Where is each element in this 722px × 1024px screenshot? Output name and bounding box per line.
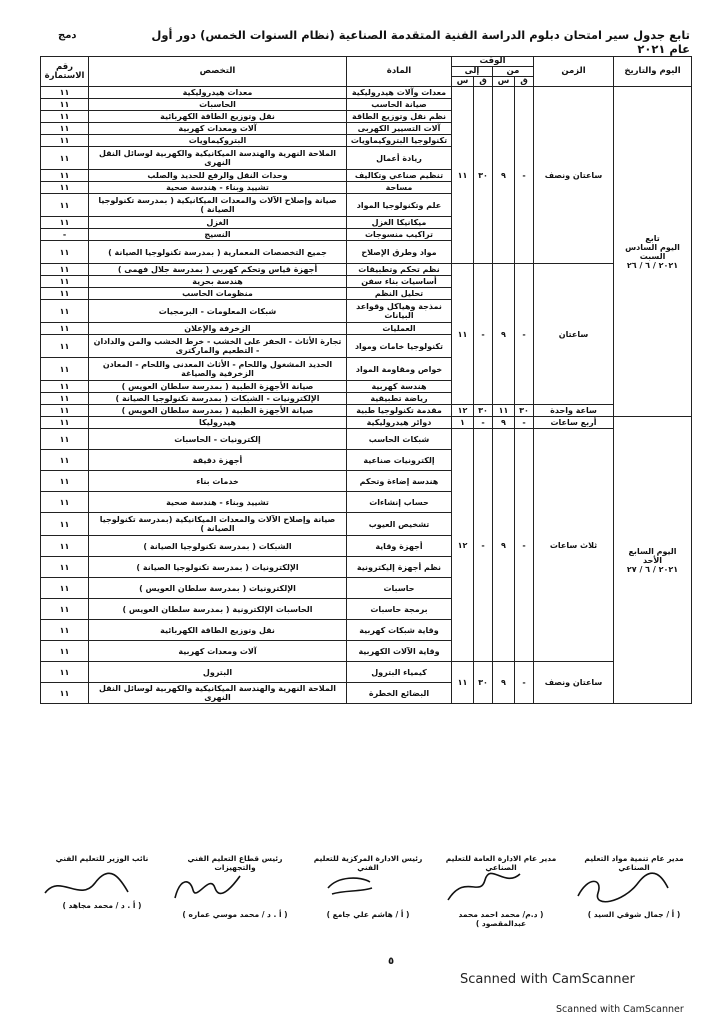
form-no-cell: ١١: [41, 182, 89, 194]
subject-cell: معدات وآلات هيدروليكية: [347, 87, 452, 99]
to-s-cell: ١١: [452, 662, 474, 704]
spec-cell: صيانة وإصلاح الآلات والمعدات الميكانيكية ( بمدرسة تكنولوجيا الصيانة ): [89, 194, 347, 217]
subject-cell: نظم تحكم وتطبيقات: [347, 264, 452, 276]
from-s-cell: ٩: [493, 662, 515, 704]
spec-cell: تجارة الأثاث - الحفر على الخشب - خرط الخشب والمن والدادان - التطعيم والماركترى: [89, 335, 347, 358]
to-q-cell: -: [474, 264, 493, 405]
signature-title: مدير عام تنمية مواد التعليم الصناعي: [584, 854, 684, 872]
form-no-cell: ١١: [41, 417, 89, 429]
schedule-table: [40, 56, 692, 704]
header-time: الوقت: [452, 57, 534, 67]
spec-cell: نقل وتوزيع الطاقة الكهربائية: [89, 111, 347, 123]
form-no-cell: ١١: [41, 620, 89, 641]
to-q-cell: ٣٠: [474, 662, 493, 704]
form-no-cell: ١١: [41, 276, 89, 288]
header-from-s: س: [493, 77, 515, 87]
header-to: إلى: [452, 67, 493, 77]
subject-cell: آلات التسيير الكهربى: [347, 123, 452, 135]
form-no-cell: ١١: [41, 123, 89, 135]
spec-cell: الإلكترونيات ( بمدرسة تكنولوجيا الصيانة ): [89, 557, 347, 578]
spec-cell: هيدروليكا: [89, 417, 347, 429]
header-day: اليوم والتاريخ: [614, 57, 692, 87]
signature-name: ( أ / هاشم علي جامع ): [326, 910, 410, 919]
form-no-cell: ١١: [41, 194, 89, 217]
from-q-cell: -: [515, 87, 534, 264]
spec-cell: الإلكترونيات ( بمدرسة سلطان العويس ): [89, 578, 347, 599]
spec-cell: هندسة بحرية: [89, 276, 347, 288]
subject-cell: تكنولوجيا خامات ومواد: [347, 335, 452, 358]
subject-cell: تنظيم صناعي وتكاليف: [347, 170, 452, 182]
spec-cell: معدات هيدروليكية: [89, 87, 347, 99]
from-q-cell: -: [515, 417, 534, 429]
spec-cell: أجهزة دقيقة: [89, 450, 347, 471]
to-s-cell: ١٢: [452, 405, 474, 417]
subject-cell: تشخيص العيوب: [347, 513, 452, 536]
duration-cell: ساعتان ونصف: [534, 87, 614, 264]
subject-cell: مقدمة تكنولوجيا طبية: [347, 405, 452, 417]
subject-cell: نظم أجهزة إليكترونية: [347, 557, 452, 578]
scanner-watermark: Scanned with CamScanner: [460, 972, 635, 987]
spec-cell: الحاسبات الإلكترونية ( بمدرسة سلطان العويس ): [89, 599, 347, 620]
to-q-cell: -: [474, 429, 493, 662]
form-no-cell: ١١: [41, 87, 89, 99]
day2-date: ٢٠٢١ / ٦ / ٢٧: [626, 564, 679, 574]
signature-title: نائب الوزير للتعليم الفني: [55, 854, 149, 863]
duration-cell: ثلاث ساعات: [534, 429, 614, 662]
spec-cell: صيانة الأجهزة الطبية ( بمدرسة سلطان العويس ): [89, 381, 347, 393]
day1-line2: اليوم السادس: [625, 242, 680, 252]
form-no-cell: ١١: [41, 513, 89, 536]
subject-cell: رياضة تطبيقية: [347, 393, 452, 405]
header-subject: المادة: [347, 57, 452, 87]
subject-cell: حساب إنشاءات: [347, 492, 452, 513]
from-s-cell: ١١: [493, 405, 515, 417]
duration-cell: أربع ساعات: [534, 417, 614, 429]
duration-cell: ساعتان ونصف: [534, 662, 614, 704]
header-form-number: رقم الاستمارة: [41, 57, 89, 87]
spec-cell: الإلكترونيات - الشبكات ( بمدرسة تكنولوجيا الصيانة ): [89, 393, 347, 405]
signature-title: مدير عام الادارة العامة للتعليم الصناعي: [445, 854, 557, 872]
form-no-cell: ١١: [41, 300, 89, 323]
form-no-cell: ١١: [41, 471, 89, 492]
to-q-cell: ٣٠: [474, 405, 493, 417]
subject-cell: صيانة الحاسب: [347, 99, 452, 111]
from-s-cell: ٩: [493, 417, 515, 429]
form-no-cell: ١١: [41, 358, 89, 381]
duration-cell: ساعة واحدة: [534, 405, 614, 417]
form-no-cell: ١١: [41, 662, 89, 683]
form-no-cell: ١١: [41, 264, 89, 276]
from-s-cell: ٩: [493, 87, 515, 264]
subject-cell: هندسة إضاءة وتحكم: [347, 471, 452, 492]
to-s-cell: ١١: [452, 264, 474, 405]
spec-cell: تشييد وبناء - هندسة صحية: [89, 182, 347, 194]
to-s-cell: ١٢: [452, 429, 474, 662]
spec-cell: خدمات بناء: [89, 471, 347, 492]
form-no-cell: ١١: [41, 381, 89, 393]
signature-name: ( د.م/ محمد احمد محمد عبدالمقصود ): [458, 910, 544, 928]
spec-cell: صيانة الأجهزة الطبية ( بمدرسة سلطان العويس ): [89, 405, 347, 417]
spec-cell: إلكترونيات - الحاسبات: [89, 429, 347, 450]
page-header-title: تابع جدول سير امتحان دبلوم الدراسة الفنية المتقدمة الصناعية (نظام السنوات الخمس) دور أول عام ٢٠٢١: [151, 28, 690, 56]
subject-cell: إلكترونيات صناعية: [347, 450, 452, 471]
signature-title: رئيس قطاع التعليم الفني والتجهيزات: [187, 854, 283, 872]
subject-cell: نمذجة وهياكل وقواعد البيانات: [347, 300, 452, 323]
subject-cell: تكنولوجيا البتروكيماويات: [347, 135, 452, 147]
form-no-cell: ١١: [41, 492, 89, 513]
subject-cell: العمليات: [347, 323, 452, 335]
to-s-cell: ١: [452, 417, 474, 429]
header-specialization: التخصص: [89, 57, 347, 87]
subject-cell: تراكيب منسوجات: [347, 229, 452, 241]
form-no-cell: ١١: [41, 170, 89, 182]
form-no-cell: ١١: [41, 641, 89, 662]
from-q-cell: -: [515, 429, 534, 662]
form-no-cell: ١١: [41, 99, 89, 111]
form-no-cell: ١١: [41, 288, 89, 300]
from-q-cell: -: [515, 264, 534, 405]
form-no-cell: ١١: [41, 450, 89, 471]
form-no-cell: ١١: [41, 335, 89, 358]
form-no-cell: ١١: [41, 557, 89, 578]
handwritten-signature-icon: [165, 868, 245, 908]
form-no-cell: ١١: [41, 429, 89, 450]
spec-cell: البترول: [89, 662, 347, 683]
day-cell-sat: [614, 87, 692, 417]
signature-name: ( أ / جمال شوقي السيد ): [587, 910, 681, 919]
signature-name: ( أ . د / محمد موسي عماره ): [182, 910, 288, 919]
spec-cell: البتروكيماويات: [89, 135, 347, 147]
subject-cell: علم وتكنولوجيا المواد: [347, 194, 452, 217]
form-no-cell: ١١: [41, 217, 89, 229]
subject-cell: البضائع الخطرة: [347, 683, 452, 704]
subject-cell: ميكانيكا الغزل: [347, 217, 452, 229]
spec-cell: نقل وتوزيع الطاقة الكهربائية: [89, 620, 347, 641]
day1-line1: تابع: [645, 233, 660, 243]
subject-cell: دوائر هيدروليكية: [347, 417, 452, 429]
day2-line2: الأحد: [642, 555, 663, 565]
spec-cell: الحاسبات: [89, 99, 347, 111]
header-from-q: ق: [515, 77, 534, 87]
day2-line1: اليوم السابع: [628, 546, 677, 556]
subject-cell: وقاية الآلات الكهربية: [347, 641, 452, 662]
from-s-cell: ٩: [493, 264, 515, 405]
form-no-cell: ١١: [41, 147, 89, 170]
spec-cell: الحديد المشغول واللحام - الأثاث المعدنى واللحام - المعادن الزخرفية والصياغة: [89, 358, 347, 381]
handwritten-signature-icon: [40, 868, 130, 908]
subject-cell: مساحة: [347, 182, 452, 194]
day1-line3: السبت: [639, 251, 666, 261]
handwritten-signature-icon: [320, 868, 380, 908]
handwritten-signature-icon: [440, 868, 530, 908]
header-stamp: دمج: [58, 30, 77, 41]
spec-cell: الملاحة النهرية والهندسة الميكانيكية والكهربية لوسائل النقل النهرى: [89, 683, 347, 704]
page-number: ٥: [388, 956, 395, 967]
spec-cell: النسيج: [89, 229, 347, 241]
day1-date: ٢٠٢١ / ٦ / ٢٦: [626, 260, 679, 270]
spec-cell: منظومات الحاسب: [89, 288, 347, 300]
subject-cell: برمجة حاسبات: [347, 599, 452, 620]
spec-cell: الغزل: [89, 217, 347, 229]
to-q-cell: ٣٠: [474, 87, 493, 264]
subject-cell: وقاية شبكات كهربية: [347, 620, 452, 641]
spec-cell: تشييد وبناء - هندسة صحية: [89, 492, 347, 513]
form-no-cell: ١١: [41, 135, 89, 147]
subject-cell: هندسة كهربية: [347, 381, 452, 393]
form-no-cell: ١١: [41, 323, 89, 335]
form-no-cell: ١١: [41, 536, 89, 557]
from-q-cell: -: [515, 662, 534, 704]
header-to-q: ق: [474, 77, 493, 87]
form-no-cell: ١١: [41, 241, 89, 264]
form-no-cell: ١١: [41, 393, 89, 405]
form-no-cell: ١١: [41, 405, 89, 417]
form-no-cell: ١١: [41, 111, 89, 123]
subject-cell: شبكات الحاسب: [347, 429, 452, 450]
from-q-cell: ٣٠: [515, 405, 534, 417]
form-no-cell: ١١: [41, 578, 89, 599]
spec-cell: صيانة وإصلاح الآلات والمعدات الميكانيكية (بمدرسة تكنولوجيا الصيانة ): [89, 513, 347, 536]
spec-cell: جميع التخصصات المعمارية ( بمدرسة تكنولوجيا الصيانة ): [89, 241, 347, 264]
header-duration: الزمن: [534, 57, 614, 87]
spec-cell: الشبكات ( بمدرسة تكنولوجيا الصيانة ): [89, 536, 347, 557]
signature-title: رئيس الادارة المركزية للتعليم الفني: [313, 854, 423, 872]
subject-cell: كيمياء البترول: [347, 662, 452, 683]
form-no-cell: ١١: [41, 599, 89, 620]
spec-cell: أجهزة قياس وتحكم كهربي ( بمدرسة جلال فهمى ): [89, 264, 347, 276]
subject-cell: مواد وطرق الإصلاح: [347, 241, 452, 264]
to-s-cell: ١١: [452, 87, 474, 264]
subject-cell: حاسبات: [347, 578, 452, 599]
form-no-cell: -: [41, 229, 89, 241]
duration-cell: ساعتان: [534, 264, 614, 405]
header-to-s: س: [452, 77, 474, 87]
form-no-cell: ١١: [41, 683, 89, 704]
spec-cell: الزخرفة والإعلان: [89, 323, 347, 335]
spec-cell: آلات ومعدات كهربية: [89, 123, 347, 135]
from-s-cell: ٩: [493, 429, 515, 662]
subject-cell: نظم نقل وتوزيع الطاقة: [347, 111, 452, 123]
spec-cell: وحدات النقل والرفع للحديد والصلب: [89, 170, 347, 182]
handwritten-signature-icon: [568, 868, 678, 908]
subject-cell: خواص ومقاومة المواد: [347, 358, 452, 381]
day-cell-sun: [614, 417, 692, 704]
subject-cell: ريادة أعمال: [347, 147, 452, 170]
spec-cell: الملاحة النهرية والهندسة الميكانيكية والكهربية لوسائل النقل النهرى: [89, 147, 347, 170]
subject-cell: أساسيات بناء سفن: [347, 276, 452, 288]
header-from: من: [493, 67, 534, 77]
subject-cell: تحليل النظم: [347, 288, 452, 300]
to-q-cell: -: [474, 417, 493, 429]
scanner-watermark-small: Scanned with CamScanner: [556, 1004, 684, 1015]
spec-cell: آلات ومعدات كهربية: [89, 641, 347, 662]
subject-cell: أجهزة وقاية: [347, 536, 452, 557]
spec-cell: شبكات المعلومات - البرمجيات: [89, 300, 347, 323]
signature-name: ( أ . د / محمد مجاهد ): [62, 901, 142, 910]
